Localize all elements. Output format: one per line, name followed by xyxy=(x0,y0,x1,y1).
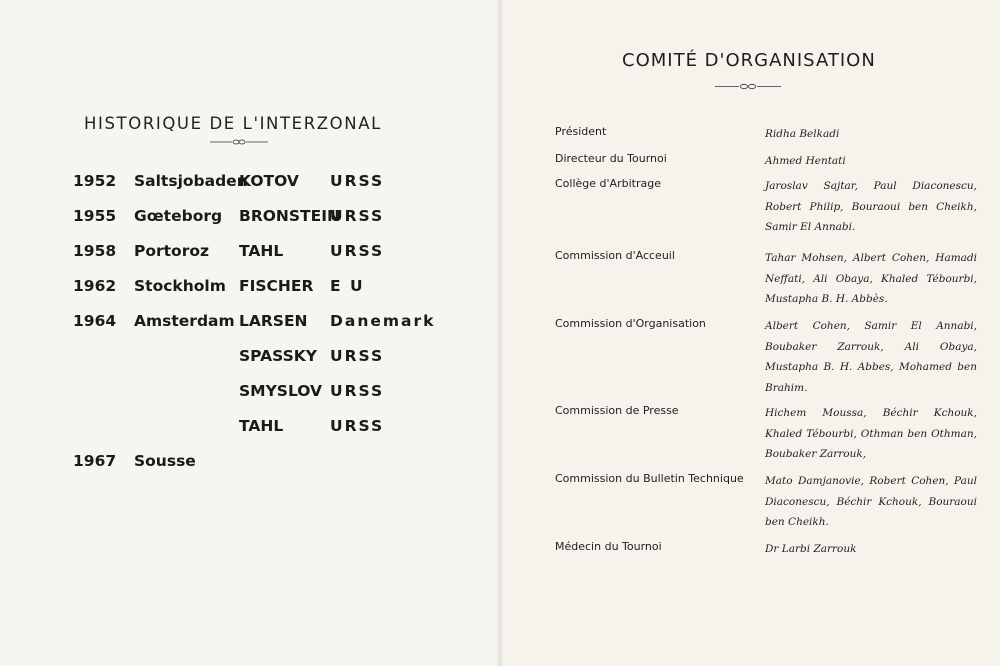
history-country: URSS xyxy=(330,172,385,190)
page-fold xyxy=(497,0,503,666)
committee-row xyxy=(555,316,975,403)
committee-row xyxy=(555,151,975,176)
history-country: Danemark xyxy=(330,312,436,330)
committee-members: Albert Cohen, Samir El Annabi, Boubaker Zarrouk, Ali Obaya, Mustapha B. H. Abbes, Mohamed ben Brahim. xyxy=(765,320,977,394)
committee-role: Commission du Bulletin Technique xyxy=(555,472,744,485)
history-city: Saltsjobaden xyxy=(134,172,248,190)
history-city: Sousse xyxy=(134,452,196,470)
history-country: URSS xyxy=(330,242,385,260)
history-country: E U xyxy=(330,277,365,295)
history-player: TAHL xyxy=(239,417,284,435)
committee-role: Directeur du Tournoi xyxy=(555,152,667,165)
committee-members: Ahmed Hentati xyxy=(765,155,846,167)
history-city: Portoroz xyxy=(134,242,210,260)
committee-list xyxy=(555,124,975,563)
history-country: URSS xyxy=(330,417,385,435)
committee-members: Dr Larbi Zarrouk xyxy=(765,543,857,555)
committee-members: Ridha Belkadi xyxy=(765,128,840,140)
history-city: Amsterdam xyxy=(134,312,235,330)
history-player: SMYSLOV xyxy=(239,382,323,400)
history-player: LARSEN xyxy=(239,312,308,330)
history-title: HISTORIQUE DE L'INTERZONAL xyxy=(84,114,382,133)
history-year: 1958 xyxy=(73,242,117,260)
history-year: 1964 xyxy=(73,312,117,330)
history-year: 1967 xyxy=(73,452,117,470)
committee-members: Tahar Mohsen, Albert Cohen, Hamadi Neffati, Ali Obaya, Khaled Tébourbi, Mustapha B. H. Abbès. xyxy=(765,252,977,305)
committee-role: Commission d'Organisation xyxy=(555,317,706,330)
scroll-ornament-icon xyxy=(715,82,781,91)
history-player: TAHL xyxy=(239,242,284,260)
history-year: 1955 xyxy=(73,207,117,225)
committee-role: Président xyxy=(555,125,607,138)
history-city: Gœteborg xyxy=(134,207,223,225)
history-country: URSS xyxy=(330,382,385,400)
history-player: KOTOV xyxy=(239,172,299,190)
scroll-ornament-icon xyxy=(210,138,268,146)
committee-row xyxy=(555,403,975,471)
committee-row xyxy=(555,539,975,563)
committee-row xyxy=(555,124,975,151)
history-city: Stockholm xyxy=(134,277,226,295)
history-player: FISCHER xyxy=(239,277,314,295)
history-country: URSS xyxy=(330,207,385,225)
committee-row xyxy=(555,471,975,539)
history-player: BRONSTEIN xyxy=(239,207,340,225)
committee-members: Jaroslav Sajtar, Paul Diaconescu, Robert Philip, Bouraoui ben Cheikh, Samir El Annabi. xyxy=(765,180,977,233)
committee-members: Hichem Moussa, Béchir Kchouk, Khaled Tébourbi, Othman ben Othman, Boubaker Zarrouk, xyxy=(765,407,977,460)
history-year: 1952 xyxy=(73,172,117,190)
committee-title: COMITÉ D'ORGANISATION xyxy=(622,50,876,71)
committee-role: Commission de Presse xyxy=(555,404,679,417)
committee-role: Collège d'Arbitrage xyxy=(555,177,661,190)
history-country: URSS xyxy=(330,347,385,365)
committee-role: Médecin du Tournoi xyxy=(555,540,662,553)
history-player: SPASSKY xyxy=(239,347,317,365)
history-year: 1962 xyxy=(73,277,117,295)
committee-row xyxy=(555,248,975,316)
committee-row xyxy=(555,176,975,248)
committee-members: Mato Damjanovie, Robert Cohen, Paul Diaconescu, Béchir Kchouk, Bouraoui ben Cheikh. xyxy=(765,475,977,528)
committee-role: Commission d'Acceuil xyxy=(555,249,675,262)
